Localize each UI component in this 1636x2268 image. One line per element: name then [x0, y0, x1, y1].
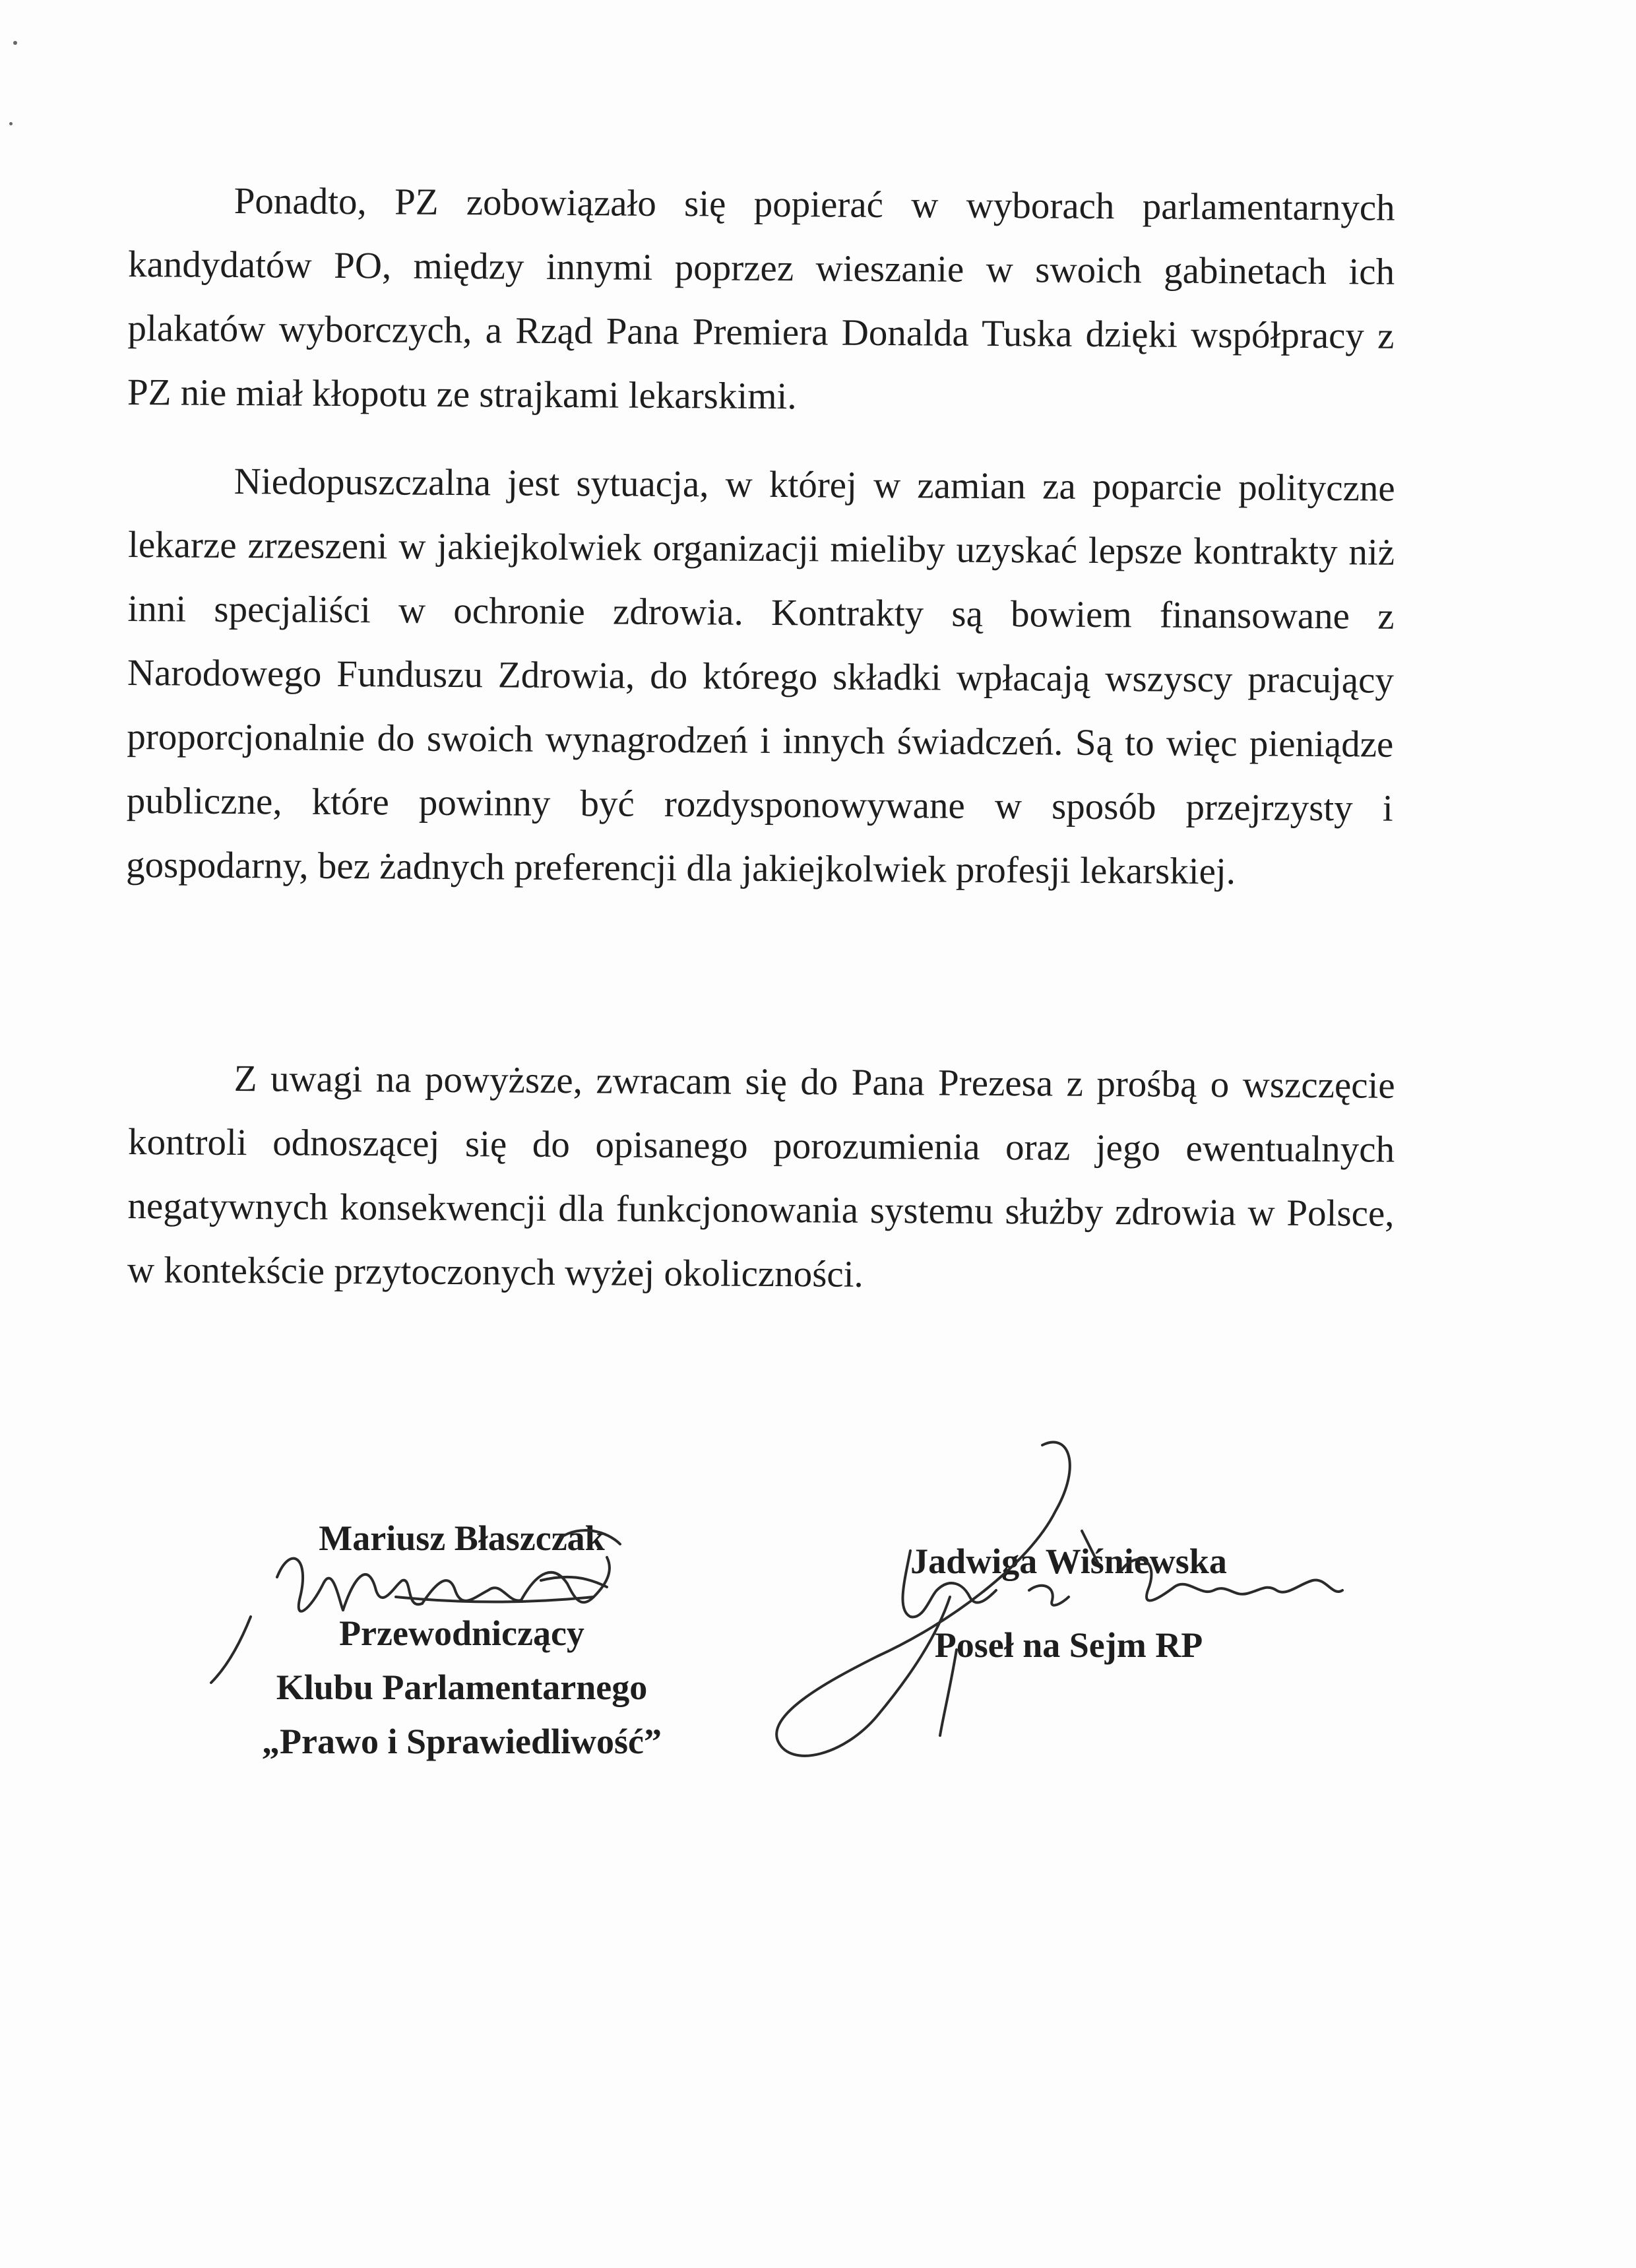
signatory-title: Poseł na Sejm RP [934, 1625, 1203, 1665]
signatory-organization: Klubu Parlamentarnego [276, 1668, 648, 1707]
signature-block-left [224, 1511, 699, 1768]
signatory-title: Przewodniczący [339, 1613, 584, 1653]
signatory-name: Mariusz Błaszczak [319, 1518, 605, 1558]
signatory-party: „Prawo i Sprawiedliwość” [262, 1722, 662, 1761]
paragraph-3: Z uwagi na powyższe, zwracam się do Pana Prezesa z prośbą o wszczęcie kontroli odnoszącej się do opisanego porozumienia oraz jego ewentualnych negatywnych konsekwencji dla funkcjonowania systemu służby zdrowia w Polsce, w kontekście przytoczonych wyżej okoliczności. [127, 1057, 1395, 1295]
scan-speck [9, 122, 13, 125]
paragraph-1: Ponadto, PZ zobowiązało się popierać w wyborach parlamentarnych kandydatów PO, między innymi poprzez wieszanie w swoich gabinetach ich plakatów wyborczych, a Rząd Pana Premiera Donalda Tuska dzięki współpracy z PZ nie miał kłopotu ze strajkami lekarskimi. [127, 179, 1395, 418]
signatory-name: Jadwiga Wiśniewska [910, 1541, 1227, 1581]
signature-block-right [864, 1534, 1273, 1672]
paragraph-2: Niedopuszczalna jest sytuacja, w której w zamian za poparcie polityczne lekarze zrzeszeni w jakiejkolwiek organizacji mieliby uzyskać lepsze kontrakty niż inni specjaliści w ochronie zdrowia. Kontrakty są bowiem finansowane z Narodowego Funduszu Zdrowia, do którego składki wpłacają wszyscy pracujący proporcjonalnie do swoich wynagrodzeń i innych świadczeń. Są to więc pieniądze publiczne, które powinny być rozdysponowywane w sposób przejrzysty i gospodarny, bez żadnych preferencji dla jakiejkolwiek profesji lekarskiej. [125, 460, 1395, 893]
scan-speck [13, 41, 17, 45]
